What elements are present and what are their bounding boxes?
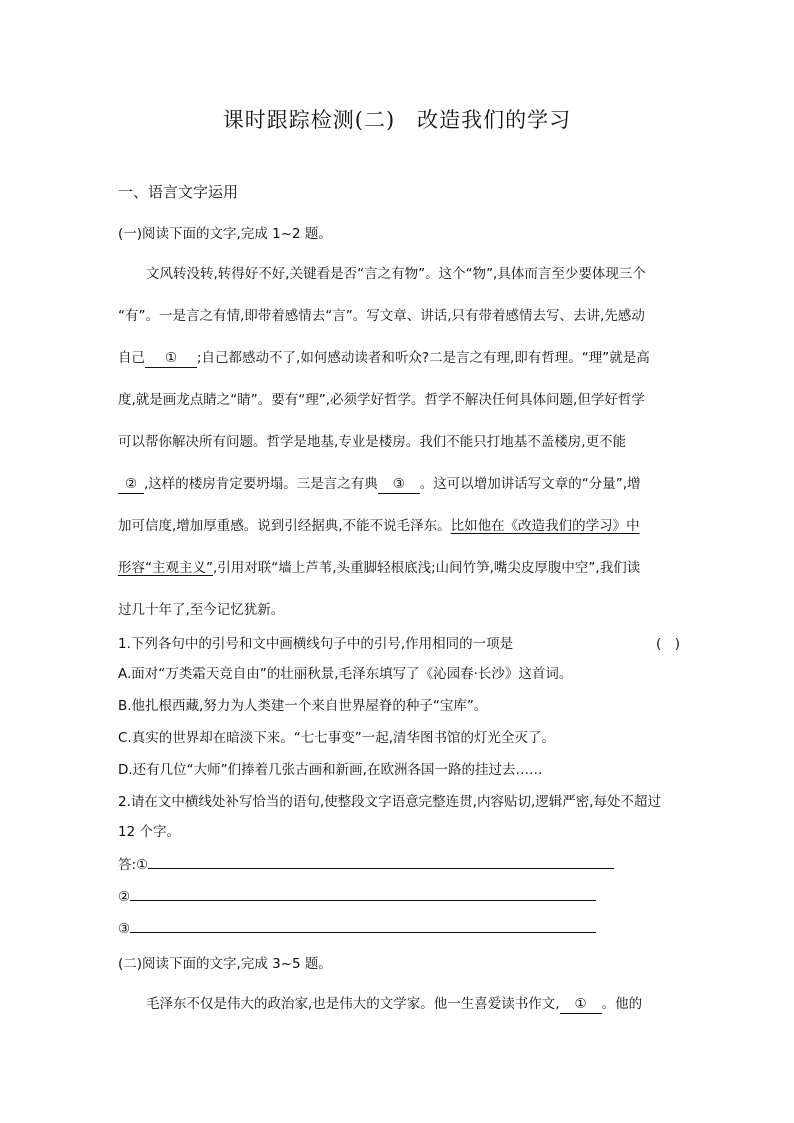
option-d[interactable]: D.还有几位“大师”们捧着几张古画和新画,在欧洲各国一路的挂过去…… bbox=[118, 762, 543, 778]
question-1-stem bbox=[118, 634, 680, 654]
fill-blank-part2-1[interactable]: ① bbox=[560, 996, 602, 1014]
passage-text: 加可信度,增加厚重感。说到引经据典,不能不说毛泽东。 bbox=[118, 518, 451, 534]
option-c[interactable]: C.真实的世界却在暗淡下来。“七七事变”一起,清华图书馆的灯光全灭了。 bbox=[118, 730, 555, 746]
passage-text: 。他的 bbox=[601, 996, 643, 1012]
question-2-stem: 12 个字。 bbox=[118, 824, 180, 840]
passage-text: 自己 bbox=[118, 350, 145, 366]
answer-input-2[interactable] bbox=[130, 886, 596, 901]
passage-line bbox=[118, 348, 680, 368]
passage-line: 过几十年了,至今记忆犹新。 bbox=[118, 602, 285, 618]
section-heading: 一、语言文字运用 bbox=[118, 183, 239, 201]
answer-line-1 bbox=[118, 854, 680, 875]
answer-input-1[interactable] bbox=[148, 854, 614, 869]
fill-blank-1[interactable]: ① bbox=[145, 350, 197, 368]
passage-line: 度,就是画龙点睛之“睛”。要有“理”,必须学好哲学。哲学不解决任何具体问题,但学好哲学 bbox=[118, 392, 645, 408]
underlined-sentence: 比如他在《改造我们的学习》中 bbox=[450, 518, 640, 534]
underlined-sentence: 形容“主观主义” bbox=[118, 560, 213, 576]
question-2-stem: 2.请在文中横线处补写恰当的语句,使整段文字语意完整连贯,内容贴切,逻辑严密,每处不超过 bbox=[118, 794, 662, 810]
answer-line-2 bbox=[118, 886, 680, 907]
passage-line bbox=[146, 994, 680, 1014]
answer-label: ③ bbox=[118, 921, 131, 937]
fill-blank-3[interactable]: ③ bbox=[378, 476, 420, 494]
passage-line: 文风转没转,转得好不好,关键看是否“言之有物”。这个“物”,具体而言至少要体现三个 bbox=[146, 266, 646, 282]
answer-label: 答:① bbox=[118, 857, 149, 873]
passage-text: 毛泽东不仅是伟大的政治家,也是伟大的文学家。他一生喜爱读书作文, bbox=[146, 996, 560, 1012]
page-title: 课时跟踪检测(二) 改造我们的学习 bbox=[222, 108, 572, 132]
option-a[interactable]: A.面对“万类霜天竞自由”的壮丽秋景,毛泽东填写了《沁园春·长沙》这首词。 bbox=[118, 666, 573, 682]
passage-line: “有”。一是言之有情,即带着感情去“言”。写文章、讲话,只有带着感情去写、去讲,先感动 bbox=[118, 308, 645, 324]
passage-text: ,这样的楼房肯定要坍塌。三是言之有典 bbox=[144, 476, 378, 492]
answer-line-3 bbox=[118, 918, 680, 939]
option-b[interactable]: B.他扎根西藏,努力为人类建一个来自世界屋脊的种子“宝库”。 bbox=[118, 698, 488, 714]
answer-label: ② bbox=[118, 889, 131, 905]
answer-bracket[interactable]: ( ) bbox=[655, 636, 680, 652]
question-text: 1.下列各句中的引号和文中画横线句子中的引号,作用相同的一项是 bbox=[118, 636, 514, 652]
part1-heading: (一)阅读下面的文字,完成 1~2 题。 bbox=[118, 226, 332, 242]
fill-blank-2[interactable]: ② bbox=[118, 476, 144, 494]
passage-line bbox=[118, 558, 680, 578]
part2-heading: (二)阅读下面的文字,完成 3~5 题。 bbox=[118, 956, 332, 972]
passage-text: ,引用对联“墙上芦苇,头重脚轻根底浅;山间竹笋,嘴尖皮厚腹中空”,我们读 bbox=[213, 560, 641, 576]
passage-text: 。这可以增加讲话写文章的“分量”,增 bbox=[419, 476, 641, 492]
passage-line bbox=[118, 516, 680, 536]
passage-line bbox=[118, 474, 680, 494]
passage-text: ;自己都感动不了,如何感动读者和听众?二是言之有理,即有哲理。“理”就是高 bbox=[197, 350, 650, 366]
passage-line: 可以帮你解决所有问题。哲学是地基,专业是楼房。我们不能只打地基不盖楼房,更不能 bbox=[118, 434, 627, 450]
answer-input-3[interactable] bbox=[130, 918, 596, 933]
